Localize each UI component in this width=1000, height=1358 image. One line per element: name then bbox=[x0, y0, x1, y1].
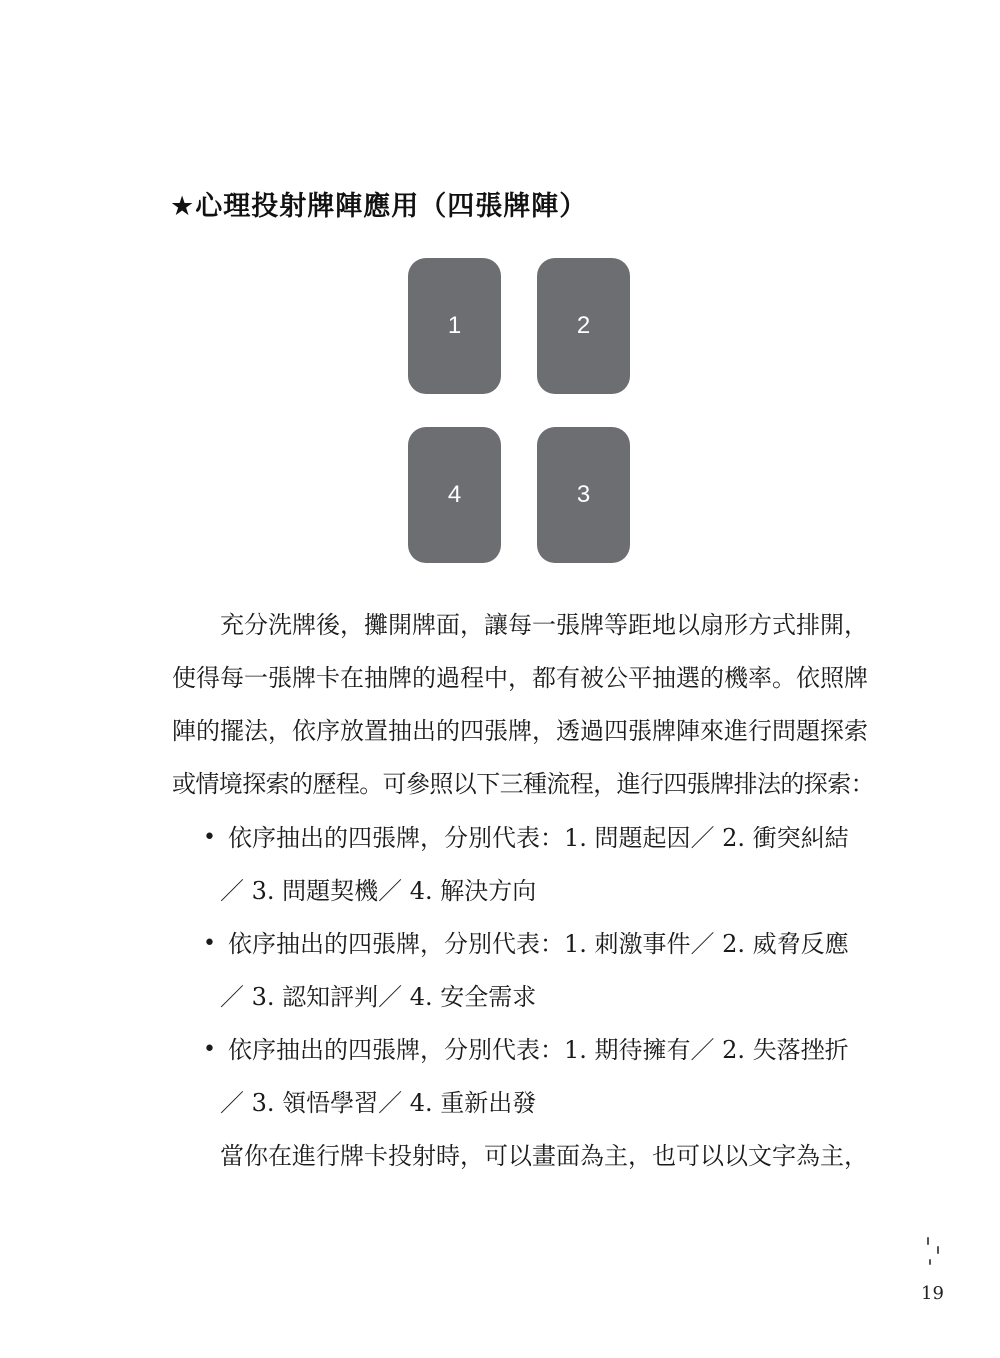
corner-mark bbox=[929, 1259, 931, 1265]
corner-mark bbox=[937, 1246, 939, 1254]
paragraph-line: 使得每一張牌卡在抽牌的過程中，都有被公平抽選的機率。依照牌 bbox=[172, 664, 868, 692]
corner-mark bbox=[927, 1237, 929, 1245]
section-heading: ★心理投射牌陣應用（四張牌陣） bbox=[170, 191, 588, 222]
list-item-line: ／ 3. 領悟學習／ 4. 重新出發 bbox=[220, 1089, 537, 1117]
card-position-4: 4 bbox=[408, 427, 501, 563]
paragraph-line: 陣的擺法，依序放置抽出的四張牌，透過四張牌陣來進行問題探索 bbox=[172, 717, 868, 745]
paragraph-line: 或情境探索的歷程。可參照以下三種流程，進行四張牌排法的探索： bbox=[172, 770, 874, 798]
page-number: 19 bbox=[921, 1283, 944, 1304]
list-item-line: 依序抽出的四張牌，分別代表：1. 問題起因／ 2. 衝突糾結 bbox=[228, 824, 849, 852]
bullet-marker: • bbox=[203, 1037, 216, 1062]
closing-paragraph-line: 當你在進行牌卡投射時，可以畫面為主，也可以以文字為主， bbox=[220, 1142, 868, 1170]
list-item-line: ／ 3. 認知評判／ 4. 安全需求 bbox=[220, 983, 537, 1011]
paragraph-line: 充分洗牌後，攤開牌面，讓每一張牌等距地以扇形方式排開， bbox=[220, 611, 868, 639]
card-position-2: 2 bbox=[537, 258, 630, 394]
bullet-marker: • bbox=[203, 931, 216, 956]
card-position-3: 3 bbox=[537, 427, 630, 563]
list-item-line: 依序抽出的四張牌，分別代表：1. 刺激事件／ 2. 威脅反應 bbox=[228, 930, 849, 958]
list-item-line: 依序抽出的四張牌，分別代表：1. 期待擁有／ 2. 失落挫折 bbox=[228, 1036, 849, 1064]
list-item-line: ／ 3. 問題契機／ 4. 解決方向 bbox=[220, 877, 537, 905]
card-position-1: 1 bbox=[408, 258, 501, 394]
bullet-marker: • bbox=[203, 825, 216, 850]
